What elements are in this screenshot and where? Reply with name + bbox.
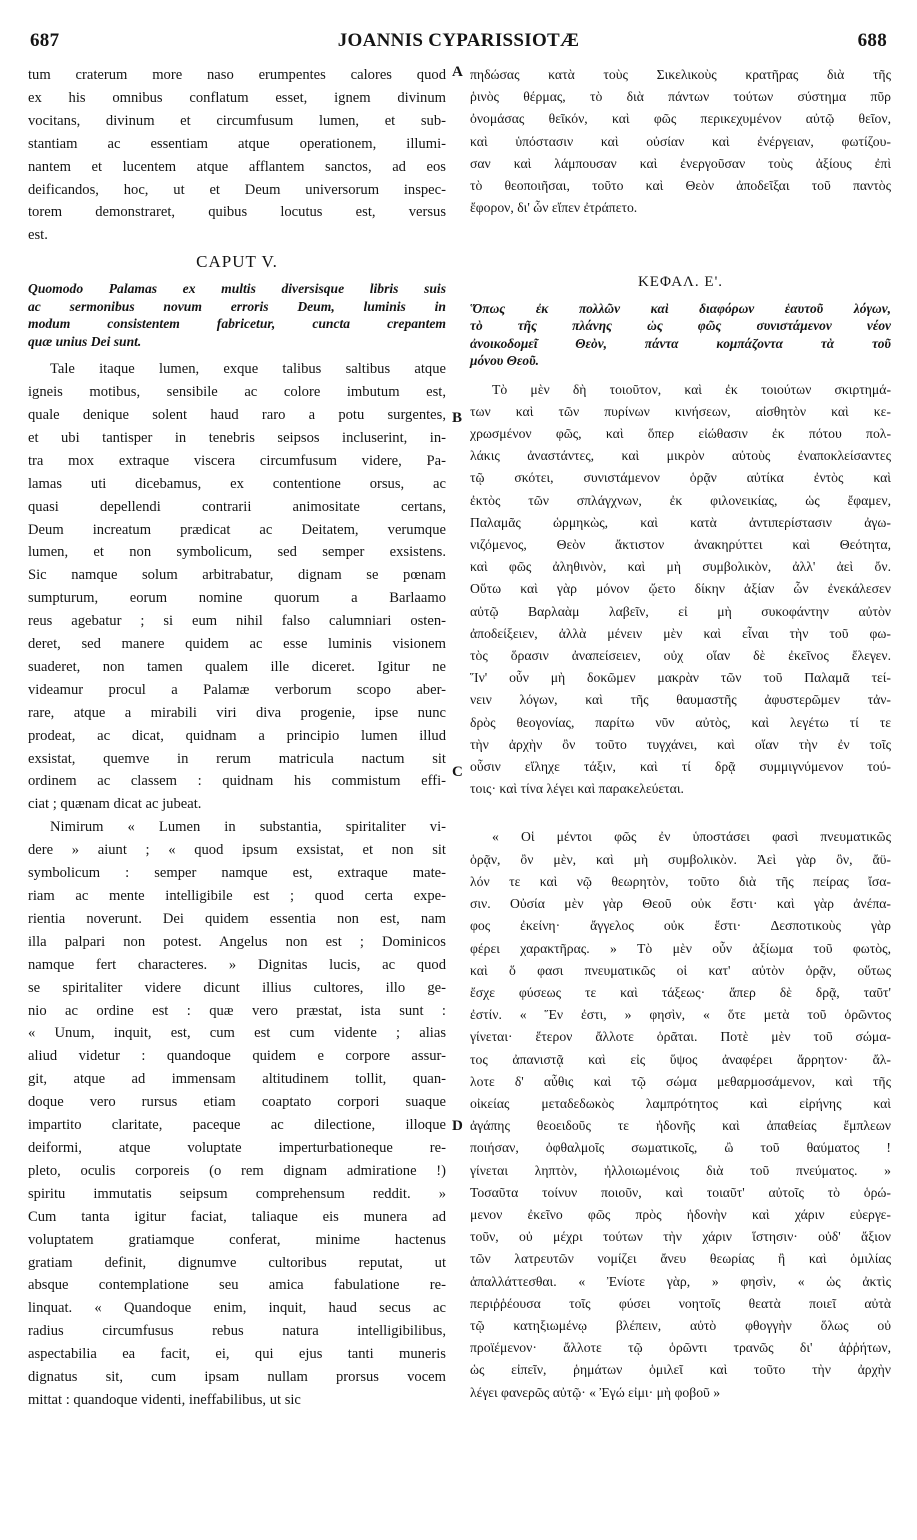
text-line: deiformi, atque voluptate imperturbationeque re- — [28, 1139, 446, 1156]
text-line: Ἵν' οὖν μὴ δοκῶμεν μακρὰν τῶν τοῦ Παλαμᾶ τεί- — [470, 670, 891, 686]
text-line: των καὶ τῶν πυρίνων κινήσεων, αἰσθητὸν καὶ κε- — [470, 403, 891, 419]
text-line: vocitans, divinum et circumfusum lumen, et sub- — [28, 112, 446, 129]
text-line: Tale itaque lumen, exque talibus saltibus atque — [50, 361, 446, 378]
text-line: ἀνοικοδομεῖ Θεὸν, πάντα κομπάζοντα τὰ τοῦ — [470, 335, 891, 351]
text-line: namque fert characteres. » Dignitas lucis, ac quod — [28, 956, 446, 973]
text-line: τῶν λατρευτῶν νομίζει ἄνευ θεωρίας ἢ καὶ ὁμιλίας — [470, 1251, 891, 1267]
text-line: ἔφορον, δι' ὧν εἴπεν ἐτράπετο. — [470, 200, 638, 216]
text-line: rare, atque a mirabili viri diva progenie, ipse nunc — [28, 704, 446, 721]
page-number-left: 687 — [30, 30, 60, 51]
greek-column — [470, 64, 891, 1404]
text-line: nantem et lucentem atque afflantem sanctos, ad eos — [28, 158, 446, 175]
text-line: Παλαμᾶς ὡρμηκὼς, καὶ κατὰ ἀντιπερίστασιν ἀγω- — [470, 514, 891, 530]
page-number-right: 688 — [857, 30, 887, 51]
text-line: αὐτῷ Βαρλαὰμ λαβεῖν, εἰ μὴ συκοφάντην αὐτὸν — [470, 603, 891, 619]
text-line: ac sermonibus novum erroris Deum, luminis in — [28, 298, 446, 314]
text-line: δρὸς θεογονίας, παρίτω νῦν αὐτὸς, καὶ λεγέτω τί τε — [470, 714, 891, 730]
text-line: lumen, et non symbolicum, sed semper exsistens. — [28, 544, 446, 561]
text-line: καὶ ὅ φασι πνευματικῶς οἱ κατ' αὐτὸν ὁρᾷν, οὕτως — [470, 962, 891, 978]
text-line: τὸ τῆς πλάνης ὡς φῶς συνιστάμενον νέον — [470, 318, 891, 334]
text-line: dere » aiunt ; « quod ipsum exsistat, et non sit — [28, 842, 446, 859]
text-line: ciat ; quænam dicat ac jubeat. — [28, 796, 202, 813]
text-line: illa palpari non potest. Angelus non est ; Dominicos — [28, 933, 446, 950]
text-line: prodeat, ac dicat, quidnam a principio lumen illud — [28, 727, 446, 744]
text-line: Deum increatum prædicat ac Deitatem, verumque — [28, 521, 446, 538]
text-line: pleto, oculis corporeis (o rem dignam admiratione !) — [28, 1162, 446, 1179]
text-line: τῷ σκότει, συνιστάμενον ὁρᾷν αὐτίκα ἐντὸς καὶ — [470, 470, 891, 486]
text-line: git, atque ad immensam altitudinem tollit, quan- — [28, 1071, 446, 1088]
text-line: lamas uti dicebamus, ex contentione orsus, ac — [28, 475, 446, 492]
text-line: suaderet, non tamen qualem ille diceret. Igitur ne — [28, 658, 446, 675]
text-line: ὁρᾷν, ὂν μὲν, καὶ μὴ συμβολικὸν. Ἀεὶ γὰρ ὂν, ἄϋ- — [470, 851, 891, 867]
text-line: spiritu immutatis seipsum comprehensum reddit. » — [28, 1185, 446, 1202]
text-line: Cum tanta igitur faciat, taliaque eis munera ad — [28, 1208, 446, 1225]
text-line: ἐστίν. « Ἕν ἐστι, » φησὶν, « ὅτε μετὰ τοῦ ὁρῶντος — [470, 1007, 891, 1023]
latin-chapter-summary — [28, 280, 446, 350]
text-line: aspectabilia ea facit, ei, qui ejus tanti muneris — [28, 1346, 446, 1363]
text-line: Ὅπως ἐκ πολλῶν καὶ διαφόρων ἑαυτοῦ λόγων, — [470, 300, 891, 316]
text-line: ὡς εἰπεῖν, ῥημάτων ὁμιλεῖ καὶ τοῦτο τὴν ἀρχὴν — [470, 1362, 891, 1378]
text-line: μενον ἐκεῖνο φῶς πρὸς ἡδονὴν καὶ χάριν εὐεργε- — [470, 1206, 891, 1222]
text-line: προϊέμενον· ἄλλοτε τῷ ὁρῶντι τρανῶς δι' ἀῤῥήτων, — [470, 1340, 891, 1356]
latin-intro-paragraph — [28, 64, 446, 247]
text-line: λέγει φανερῶς αὐτῷ· « Ἐγώ εἰμι· μὴ φοβοῦ » — [470, 1384, 721, 1400]
text-line: riam ac mente intelligibile est ; quod certa expe- — [28, 888, 446, 904]
text-line: τος ἀπανιστᾷ καὶ εἰς ὕψος ἀναφέρει ἄρρητον· ἄλ- — [470, 1051, 891, 1067]
text-line: τοῦν, οὐ μέχρι τούτων τὴν χάριν ἵστησιν· οὐδ' ἄξιον — [470, 1229, 891, 1245]
text-line: torem demonstraret, quibus locutus est, versus — [28, 204, 446, 221]
latin-column — [28, 64, 446, 1412]
text-line: καὶ φῶς ἀληθινὸν, καὶ μὴ συμβολικὸν, ἀλλ' ἀεὶ ὄν. — [470, 559, 891, 575]
text-line: exsistat, quemve in rerum matricula nactum sit — [28, 750, 446, 767]
text-line: οἰκείας μεταδεδωκὸς λαμπρότητος καὶ εἰρήνης καὶ — [470, 1095, 891, 1111]
text-line: τὴν ἀρχὴν ὂν τοῦτο τυγχάνει, καὶ οἵαν τὴν ἐν τοῖς — [470, 736, 891, 752]
text-line: ῥινὸς θέρμας, τὸ διὰ πάντων τούτων σύστημα πῦρ — [470, 89, 891, 105]
text-line: se spiritaliter videre dicunt illius cultores, illo ge- — [28, 979, 446, 996]
greek-paragraph-1 — [470, 379, 891, 801]
text-line: Τὸ μὲν δὴ τοιοῦτον, καὶ ἐκ τοιούτων σκιρτημά- — [492, 381, 891, 397]
text-line: γίνεται· ἕτερον ἄλλοτε ὁρᾶται. Ποτὲ μὲν τοῦ σώμα- — [470, 1029, 891, 1045]
text-line: mittat : quandoque videnti, ineffabilibus, ut sic — [28, 1391, 301, 1408]
greek-intro-paragraph — [470, 64, 891, 219]
text-line: σαν καὶ λάμπουσαν καὶ ἐνεργοῦσαν τοὺς ἀξίους ἐπὶ — [470, 155, 891, 171]
greek-chapter-summary — [470, 300, 891, 370]
text-line: gratiam definit, dignumve cultoribus reputat, ut — [28, 1254, 446, 1271]
running-title: JOANNIS CYPARISSIOTÆ — [337, 30, 580, 51]
text-line: sumpturum, eorum nomine quorum a Barlaamo — [28, 590, 446, 607]
text-line: ποιήσαν, ὀφθαλμοῖς σωματικοῖς, ὢ τοῦ θαύματος ! — [470, 1140, 891, 1156]
text-line: ἀπαλλάττεσθαι. « Ἐνίοτε γὰρ, » φησὶν, « ὡς ἀκτὶς — [470, 1273, 891, 1289]
text-line: « Unum, inquit, est, cum est cum vidente ; alias — [28, 1025, 446, 1042]
text-line: tum craterum more naso erumpentes calores quod — [28, 67, 446, 83]
text-line: φος ἐκείνη· ἄγγελος οὐκ ἔστι· Δεσποτικοὺς γὰρ — [470, 918, 891, 934]
text-line: igneis motibus, sensibile ac colore imbutum est, — [28, 384, 446, 401]
text-line: ἐκτὸς τῶν σπλάγχνων, ἐκ φιλονεικίας, ὡς ἔφαμεν, — [470, 492, 891, 508]
text-line: Quomodo Palamas ex multis diversisque libris suis — [28, 281, 446, 297]
text-line: et ubi tantisper in tenebris seipsos incluserint, in- — [28, 429, 446, 446]
text-line: Nimirum « Lumen in substantia, spiritaliter vi- — [50, 819, 446, 836]
text-line: quale denique solent haud raro a potu surgentes, — [28, 406, 446, 423]
text-line: deret, sed manere quidem ac esse luminis visionem — [28, 636, 446, 653]
text-line: καὶ ὑπόστασιν καὶ οὐσίαν καὶ ἐνέργειαν, φωτίζου- — [470, 133, 891, 149]
text-line: οὖσιν εἴληχε τάξιν, καὶ τί δρᾷ συμμιγνύμενον τού- — [470, 759, 891, 775]
margin-letter-c: C — [452, 764, 463, 780]
text-line: φέρει χαρακτῆρας. » Τὸ μὲν οὖν ἀξίωμα τοῦ φωτὸς, — [470, 940, 891, 956]
text-line: λοτε δ' αὖθις καὶ τῷ σώμα μεθαρμοσάμενον, καὶ τῆς — [470, 1073, 891, 1089]
latin-paragraph-2 — [28, 816, 446, 1412]
text-line: Οὕτω καὶ γὰρ μόνον ᾤετο δίκην ἀξίαν ὧν ἐνεκάλεσεν — [470, 581, 891, 597]
greek-paragraph-spacer — [470, 800, 891, 826]
text-line: quasi depellendi contrarii animositate certans, — [28, 498, 446, 515]
margin-letter-a: A — [452, 64, 463, 80]
text-line: dignatus sit, cum ipsam nullam prorsus vocem — [28, 1369, 446, 1386]
text-line: Τοσαῦτα τοίνυν ποιοῦν, καὶ τοιαῦτ' αὐτοῖς τὸ ὁρώ- — [470, 1184, 891, 1200]
text-line: νειν λόγων, καὶ τῆς θαυμαστῆς ἀφυστερῶμεν τἀν- — [470, 692, 891, 708]
text-line: deificandos, hoc, ut et Deum universorum inspec- — [28, 181, 446, 198]
text-line: λάκις ἀναστάντες, καὶ μικρὸν αὐτοὺς ἐναποκλείσαντες — [470, 448, 891, 464]
margin-letter-d: D — [452, 1118, 463, 1134]
text-line: reus agebatur ; si eum nihil falso calumniari osten- — [28, 613, 446, 630]
text-line: τὸς ὅρασιν ἀναπείσειεν, οὐχ οἵαν δὲ ἐκεῖνος ἔλεγεν. — [470, 648, 891, 664]
greek-paragraph-2 — [470, 826, 891, 1403]
text-line: λόν τε καὶ νῷ θεωρητὸν, τοῦτο διὰ τῆς πείρας ἴσα- — [470, 873, 891, 889]
latin-paragraph-1 — [28, 358, 446, 816]
text-line: videamur procul a Palamæ verborum scopo aber- — [28, 681, 446, 698]
text-line: Sic namque solum arbitrabatur, dignam se pœnam — [28, 567, 446, 584]
text-line: ex his omnibus conflatum esset, ignem divinum — [28, 89, 446, 106]
text-line: linquat. « Quandoque enim, inquit, haud secus ac — [28, 1300, 446, 1317]
margin-letter-b: B — [452, 410, 463, 426]
text-line: ἔσχε φύσεως τε καὶ τάξεως· ἅπερ δὲ δρᾷ, ταῦτ' — [470, 984, 891, 1000]
text-line: absque contemplatione seu amica fabulatione re- — [28, 1277, 446, 1294]
text-line: rientia noverunt. Dei quidem essentia non est, nam — [28, 910, 446, 927]
text-line: voluptatem gratiamque conferat, minime hactenus — [28, 1231, 446, 1248]
text-line: quæ unius Dei sunt. — [28, 333, 142, 349]
text-line: πηδώσας κατὰ τοὺς Σικελικοὺς κρατῆρας διὰ τῆς — [470, 67, 891, 82]
text-line: aliud videtur : quandoque quidem e corpore assur- — [28, 1048, 446, 1065]
text-line: τοις· καὶ τίνα λέγει καὶ παρακελεύεται. — [470, 781, 684, 797]
text-line: περιῤῥέουσα τοῖς φύσει νοητοῖς θεατὰ ποιεῖ αὐτὰ — [470, 1295, 891, 1311]
text-line: symbolicum : semper namque est, extraque mate- — [28, 865, 446, 882]
text-line: tra mox extraque viscera circumfusum videre, Pa- — [28, 452, 446, 469]
text-line: τὸ θεοποιῆσαι, τοῦτο καὶ Θεὸν ἀποδεῖξαι τοῦ παντὸς — [470, 178, 891, 194]
text-line: μόνου Θεοῦ. — [470, 353, 539, 369]
text-line: stantiam ac essentiam atque operationem, illumi- — [28, 135, 446, 152]
text-line: τῷ κατηξιωμένῳ βλέπειν, αὐτὸ φθογγὴν ὅλως οὐ — [470, 1317, 891, 1333]
greek-chapter-heading: ΚΕΦΑΛ. Ε'. — [637, 274, 724, 291]
text-line: χρωσμένον φῶς, καὶ ὅπερ εἰώθασιν ἐκ πότου πολ- — [470, 426, 891, 442]
text-line: ordinem ac classem : quidnam his commistum effi- — [28, 773, 446, 790]
text-line: σιν. Οὐσία μὲν γὰρ Θεοῦ οὐκ ἔστι· καὶ γὰρ ἀνέπα- — [470, 896, 891, 912]
text-line: nio ac ordine est : quæ vero præstat, ista sunt : — [28, 1002, 446, 1019]
text-line: « Οἱ μέντοι φῶς ἐν ὑποστάσει φασὶ πνευματικῶς — [492, 829, 891, 845]
text-line: modum consistentem fabricetur, cuncta crepantem — [28, 316, 446, 332]
text-line: ἀγάπης θεοειδοῦς τε ἡδονῆς καὶ ἀπαθείας ἔμπλεων — [470, 1118, 891, 1134]
text-line: ἀποδείξειεν, ἀλλὰ μένειν μὲν καὶ εἶναι τὴν τοῦ φω- — [470, 625, 891, 641]
text-line: νιζόμενος, Θεὸν ἄκτιστον ἀνακηρύττει καὶ Θεότητα, — [470, 537, 891, 553]
text-line: ὀνομάσας θεῖκόν, καὶ φῶς περικεχυμένον αὐτῷ θεῖον, — [470, 111, 891, 127]
page-header — [30, 30, 887, 60]
text-line: radius circumfusus rebus natura intelligibilibus, — [28, 1323, 446, 1340]
text-line: est. — [28, 227, 48, 244]
text-line: doque vero rursus etiam coaptato corpori suaque — [28, 1094, 446, 1111]
latin-chapter-heading: CAPUT V. — [196, 252, 278, 272]
text-line: impartito claritate, paceque ac dilectione, illoque — [28, 1117, 446, 1134]
text-line: γίνεται ληπτὸν, ἠλλοιωμένοις διὰ τοῦ πνεύματος. » — [470, 1162, 891, 1178]
